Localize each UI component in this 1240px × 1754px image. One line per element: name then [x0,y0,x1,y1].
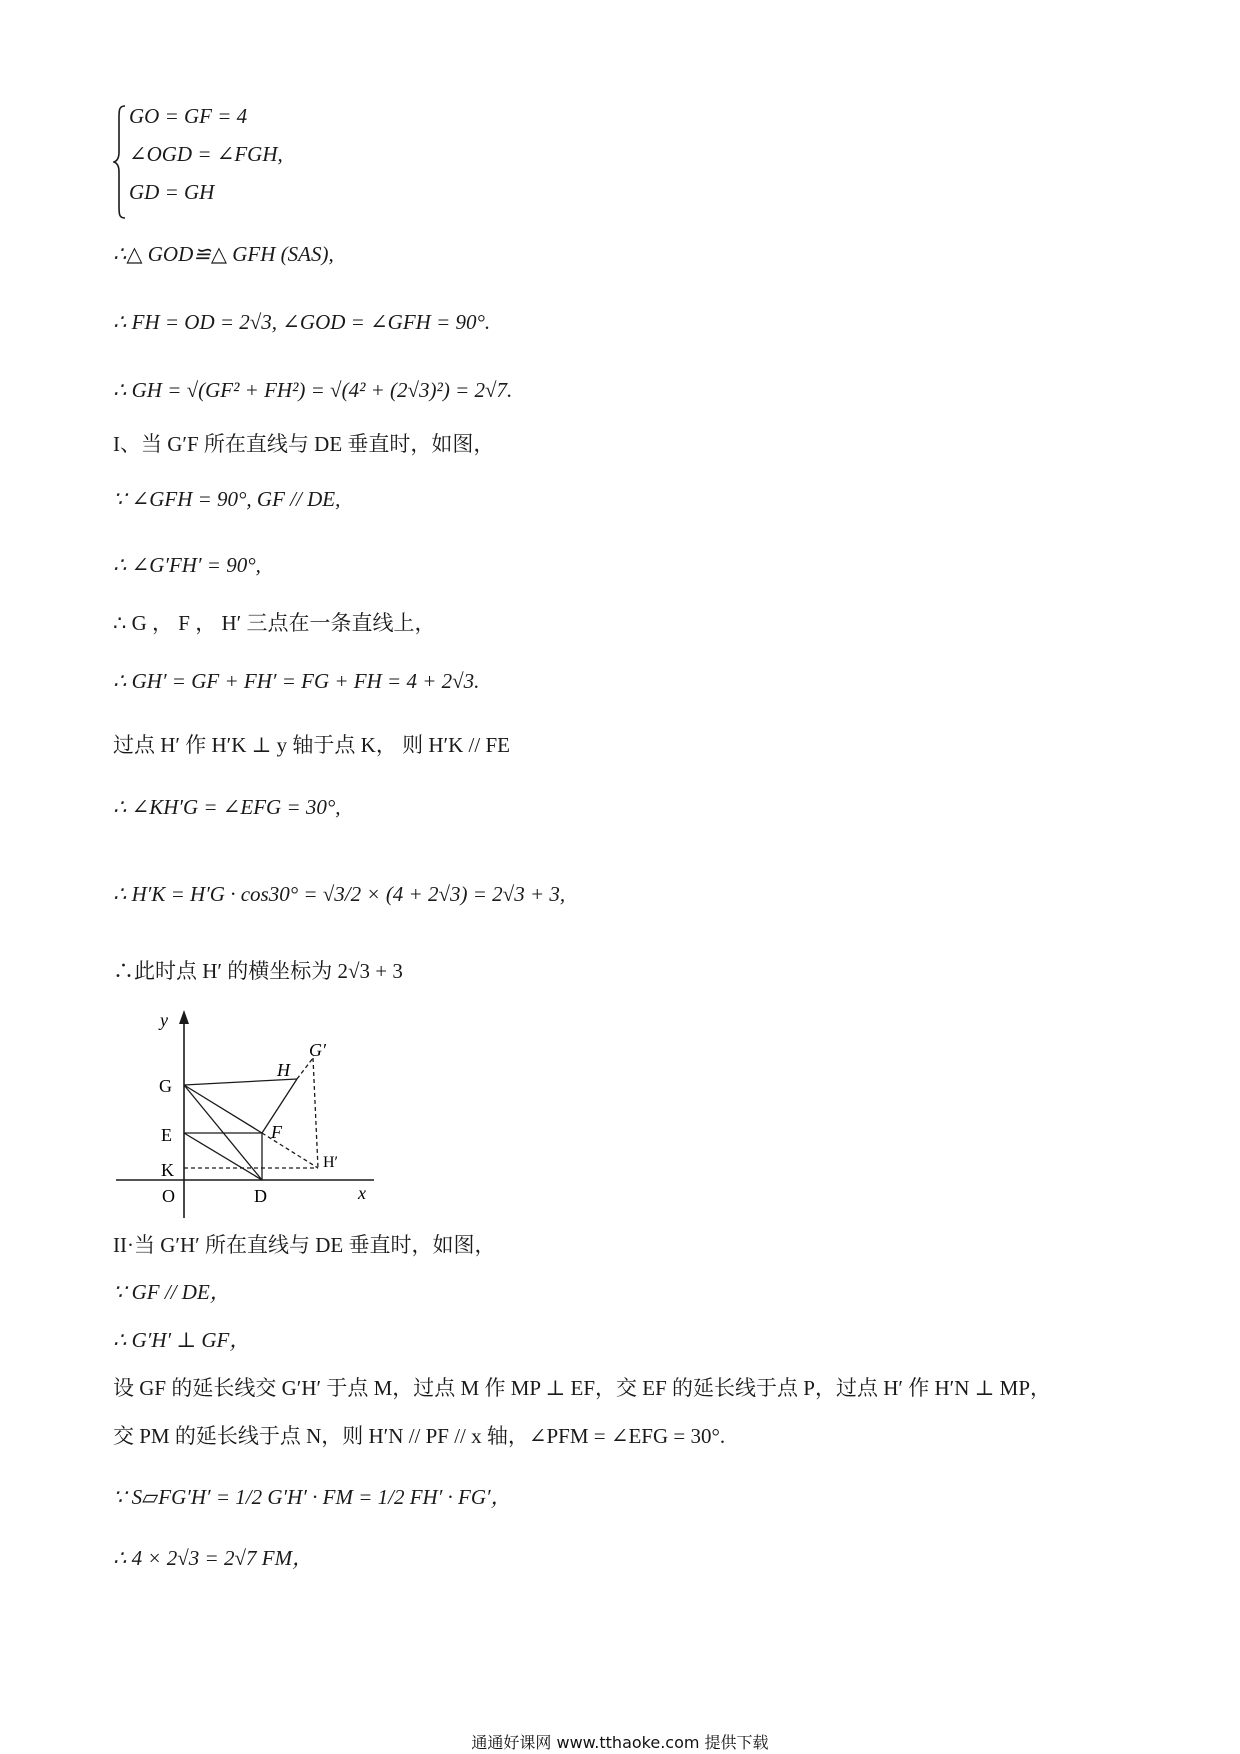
text-line: 过点 H′ 作 H′K ⊥ y 轴于点 K， 则 H′K // FE [113,733,510,757]
system-line-1: GO = GF = 4 [129,104,248,128]
y-axis-arrow [179,1010,189,1024]
label-y: y [160,1010,168,1030]
label-H: H [277,1060,290,1080]
page-footer: 通通好课网 www.tthaoke.com 提供下载 [471,1733,769,1752]
text-line: ∴ FH = OD = 2√3, ∠GOD = ∠GFH = 90°. [113,310,491,334]
text-line: 设 GF 的延长线交 G′H′ 于点 M，过点 M 作 MP ⊥ EF，交 EF 的延长线于点 P，过点 H′ 作 H′N ⊥ MP， [113,1376,1052,1400]
left-brace [113,104,127,220]
system-line-2: ∠OGD = ∠FGH, [129,142,283,166]
label-K: K [161,1160,174,1180]
text-line: ∴ ∠KH′G = ∠EFG = 30°, [113,795,341,819]
label-H-prime: H′ [323,1154,339,1171]
label-D: D [254,1186,267,1206]
text-line: 交 PM 的延长线于点 N，则 H′N // PF // x 轴，∠PFM = ∠EFG = 30°. [113,1424,726,1448]
text-line: ∵ ∠GFH = 90°, GF // DE, [113,487,341,511]
text-line: ∴△ GOD≌△ GFH (SAS), [113,242,334,266]
text-line: II·当 G′H′ 所在直线与 DE 垂直时，如图， [113,1233,496,1257]
text-line: ∴此时点 H′ 的横坐标为 2√3 + 3 [113,959,403,983]
text-line: ∴ G ， F ， H′ 三点在一条直线上， [113,611,436,635]
equation-system [113,104,413,220]
text-line: ∴ ∠G′FH′ = 90°, [113,553,261,577]
system-line-3: GD = GH [129,180,215,204]
label-G-prime: G′ [309,1040,326,1060]
label-G: G [159,1076,172,1096]
label-x: x [358,1183,366,1203]
text-line: ∴ G′H′ ⊥ GF， [113,1328,251,1352]
text-line: ∴ GH′ = GF + FH′ = FG + FH = 4 + 2√3. [113,669,480,693]
label-E: E [161,1125,172,1145]
text-line: ∴ GH = √(GF² + FH²) = √(4² + (2√3)²) = 2√7. [113,378,513,402]
text-line: ∵ GF // DE， [113,1280,231,1304]
text-line: ∴ H′K = H′G · cos30° = √3/2 × (4 + 2√3) = 2√3 + 3, [113,882,566,906]
geometry-figure [112,1010,382,1230]
text-line: I、当 G′F 所在直线与 DE 垂直时，如图， [113,432,495,456]
text-line: ∴ 4 × 2√3 = 2√7 FM， [113,1546,314,1570]
text-line: ∵ S▱FG′H′ = 1/2 G′H′ · FM = 1/2 FH′ · FG′， [113,1485,512,1509]
label-O: O [162,1186,175,1206]
label-F: F [271,1122,282,1142]
